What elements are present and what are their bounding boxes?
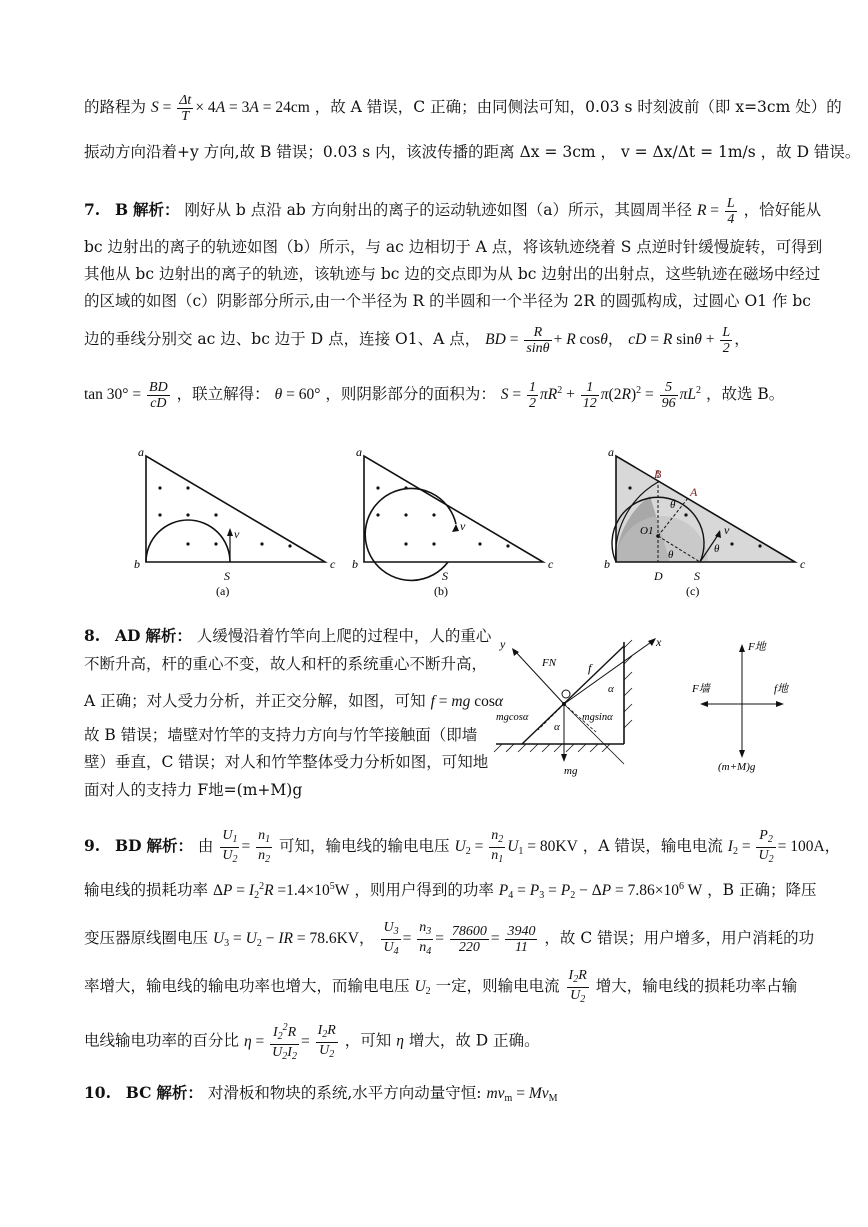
q8-force-diagram — [492, 628, 672, 778]
q9-ratio-formula: $\frac{U_1}{U_2}$ = $\frac{n_1}{n_2}$ — [222, 828, 271, 865]
fig-c-label-D: D — [654, 569, 663, 583]
q8-label: 解析： — [145, 626, 192, 645]
fig-b-caption: (b) — [434, 584, 448, 598]
q9-text: 增大，故 D 正确。 — [408, 1031, 540, 1050]
q8-sys-left: F墙 — [692, 683, 710, 695]
q7-bd-formula: BD = $\frac{R}{\sin\theta}$ + R cosθ — [485, 325, 608, 356]
fig-a-label-v: v — [234, 527, 240, 541]
q8-fig-mgsin: mgsinα — [582, 712, 613, 723]
q7-line-5: 边的垂线分别交 ac 边、bc 边于 D 点，连接 O1、A 点， BD = $\frac{R}{\sin\theta}$ + R cosθ， cD = R sinθ + $\frac{L}{2}$ ， — [84, 325, 750, 356]
fig-b-label-c: c — [548, 557, 554, 571]
q9-text: 增大，输电线的损耗功率占输 — [595, 977, 798, 996]
q7-line-1 — [84, 196, 821, 227]
q6-text: 的路程为 — [84, 98, 147, 117]
q8-line-2: 不断升高，杆的重心不变，故人和杆的系统重心不断升高， — [84, 655, 488, 673]
q8-text: A 正确；对人受力分析，并正交分解，如图，可知 — [84, 692, 426, 710]
q8-fig-y: y — [500, 637, 506, 651]
q9-p4-formula: $P_4 = P_3 = P_2 - \Delta P = 7.86\times 10^6$ W — [498, 881, 703, 901]
q7-answer: B — [114, 200, 129, 220]
q9-text: 变压器原线圈电压 — [84, 929, 209, 948]
q9-line-5 — [84, 1020, 540, 1064]
q10-line-1 — [84, 1082, 558, 1110]
q9-i2-formula: $I_2$ = $\frac{P_2}{U_2}$ = 100A — [727, 828, 825, 865]
figure-a — [134, 445, 336, 598]
fig-c-label-O1: O1 — [640, 525, 654, 537]
fig-c-label-v: v — [724, 523, 730, 537]
q8-sys-top: F地 — [748, 641, 766, 653]
q9-line-1: 9. BD 解析： 由 $\frac{U_1}{U_2}$ = $\frac{n_1}{n_2}$ 可知，输电线的输电电压 $U_2$ = $\frac{n_2}{n_1}$ $U_1 = 80KV$ ，A 错误，输电电流 $I_2$ = $\frac{P_2}{U_2}$ = 100A， — [84, 828, 841, 865]
figure-b — [352, 445, 554, 598]
q9-line-4 — [84, 968, 797, 1007]
q8-fig-alpha-1: α — [608, 683, 614, 695]
q7-text: 刚好从 b 点沿 ab 方向射出的离子的运动轨迹如图（a）所示，其圆周半径 — [184, 201, 693, 220]
q9-text: 率增大，输电线的输电功率也增大，而输电电压 — [84, 977, 410, 996]
q8-fig-mgcos: mgcosα — [496, 712, 529, 723]
q8-fig-mg: mg — [564, 765, 578, 777]
q7-figures — [120, 440, 820, 605]
fig-a-caption: (a) — [216, 584, 230, 598]
q8-sys-bottom: (m+M)g — [718, 761, 756, 773]
q9-text: ，B 正确；降压 — [707, 881, 817, 899]
q9-text: 可知，输电线的输电电压 — [279, 837, 450, 856]
fig-b-label-b: b — [352, 557, 358, 571]
q9-text: 由 — [197, 837, 214, 856]
q9-label: 解析： — [146, 836, 193, 856]
q9-text: 输电线的损耗功率 — [84, 881, 209, 899]
q9-eta-formula: η = $\frac{I_2^2R}{U_2I_2}$ = $\frac{I_2R}{U_2}$ — [243, 1022, 336, 1062]
fig-b-label-a: a — [356, 445, 362, 459]
q9-text: ，故 C 错误；用户增多，用户消耗的功 — [544, 929, 815, 948]
q8-line-6: 面对人的支持力 F地=(m+M)g — [84, 781, 303, 799]
fig-c-theta-1: θ — [670, 499, 676, 511]
fig-c-label-a: a — [608, 445, 614, 459]
q10-label: 解析： — [156, 1083, 203, 1102]
q9-eta-symbol: η — [396, 1032, 404, 1050]
q8-number: 8. — [84, 626, 101, 645]
q7-text: ，故选 B。 — [705, 385, 785, 404]
q7-tan-formula: tan 30° = $\frac{BD}{cD}$ — [84, 380, 168, 411]
q9-answer: BD — [114, 836, 142, 856]
q7-text: ，恰好能从 — [743, 201, 822, 220]
q9-current-frac: $\frac{I_2R}{U_2}$ — [568, 968, 587, 1005]
q9-turns-formula: $\frac{U_3}{U_4}$ = $\frac{n_3}{n_4}$ = $\frac{78600}{220}$ = $\frac{3940}{11}$ — [383, 920, 536, 957]
fig-a-label-b: b — [134, 557, 140, 571]
q9-loss-formula: $\Delta P = I_2^2R =1.4\times 10^5W$ — [212, 881, 350, 901]
q7-area-formula: S = $\frac{1}{2}$ $\pi R^2$ + $\frac{1}{12}$ $\pi(2R)^2$ = $\frac{5}{96}$ $\pi L^2$ — [500, 380, 701, 411]
fig-c-caption: (c) — [686, 584, 700, 598]
q9-line-3: 变压器原线圈电压 $U_3 = U_2$ − IR = 78.6KV， $\frac{U_3}{U_4}$ = $\frac{n_3}{n_4}$ = $\frac{78600}{220}$ = $\frac{3940}{11}$ ，故 C 错误；用户增多，用户消耗的功 — [84, 920, 815, 957]
fig-c-label-B: B — [654, 467, 662, 481]
q10-number: 10. — [84, 1083, 111, 1102]
q9-text: ，可知 — [344, 1031, 392, 1050]
q7-line-6 — [84, 380, 784, 411]
q9-u3-formula: $U_3 = U_2$ − IR = 78.6KV — [212, 930, 360, 950]
q7-radius-formula: R = $\frac{L}{4}$ — [696, 196, 735, 227]
q8-sys-right: f地 — [774, 683, 789, 695]
q6-path-formula: S = $\frac{\Delta t}{T}$ × 4A = 3A = 24cm — [150, 93, 310, 124]
fig-b-label-s: S — [442, 569, 448, 583]
fig-c-label-A: A — [690, 485, 698, 499]
q7-label: 解析： — [133, 200, 180, 220]
q10-answer: BC — [125, 1083, 152, 1102]
q9-text: ，A 错误，输电电流 — [582, 837, 723, 856]
q10-momentum-formula: $mv_m = Mv_M$ — [486, 1085, 558, 1104]
q8-line-4: 故 B 错误；墙壁对竹竿的支持力方向与竹竿接触面（即墙 — [84, 726, 478, 744]
q8-fig-f: f — [588, 661, 592, 675]
fig-a-label-a: a — [138, 445, 144, 459]
q7-line-4: 的区域的如图（c）阴影部分所示,由一个半径为 R 的半圆和一个半径为 2R 的圆弧构成，过圆心 O1 作 bc — [84, 292, 811, 310]
q9-line-2 — [84, 876, 817, 907]
q7-line-3: 其他从 bc 边射出的离子的轨迹，该轨迹与 bc 边的交点即为从 bc 边射出的出射点，这些轨迹在磁场中经过 — [84, 265, 821, 283]
q9-number: 9. — [84, 836, 101, 856]
fig-c-theta-3: θ — [714, 543, 720, 555]
q8-system-diagram — [690, 634, 800, 774]
q9-u2-formula: $U_2$ = $\frac{n_2}{n_1}$ $U_1 = 80KV$ — [454, 828, 578, 865]
q7-theta: θ = 60° — [274, 386, 321, 404]
fig-b-label-v: v — [460, 519, 466, 533]
q9-text: ，则用户得到的功率 — [354, 881, 494, 899]
q7-number: 7. — [84, 200, 101, 220]
q8-fig-fn: FN — [542, 657, 557, 669]
q8-line-1 — [84, 625, 491, 647]
fig-c-label-s: S — [694, 569, 700, 583]
q10-text: 对滑板和物块的系统,水平方向动量守恒: — [207, 1084, 482, 1102]
q8-line-5: 壁）垂直，C 错误；对人和竹竿整体受力分析如图，可知地 — [84, 753, 489, 771]
q9-text: 一定，则输电电流 — [435, 977, 560, 996]
fig-a-label-c: c — [330, 557, 336, 571]
fig-c-label-c: c — [800, 557, 806, 571]
q6-line-2: 振动方向沿着+y 方向,故 B 错误；0.03 s 内，该波传播的距离 Δx = 3cm ， v = Δx/Δt = 1m/s ，故 D 错误。 — [84, 143, 861, 161]
q8-fig-x: x — [656, 635, 662, 649]
q8-answer: AD — [114, 626, 141, 645]
figure-c — [604, 445, 806, 598]
q6-text: ，故 A 错误，C 正确；由同侧法可知，0.03 s 时刻波前（即 x=3cm 处）的 — [314, 98, 842, 117]
fig-c-theta-2: θ — [668, 549, 674, 561]
q7-text: ，则阴影部分的面积为： — [325, 385, 496, 404]
q8-friction-formula: f = mg cosα — [430, 693, 504, 710]
q9-text: 电线输电功率的百分比 — [84, 1031, 240, 1050]
q7-text: 边的垂线分别交 ac 边、bc 边于 D 点，连接 O1、A 点， — [84, 330, 481, 349]
fig-a-label-s: S — [224, 569, 230, 583]
q9-u2-symbol: $U_2$ — [414, 978, 431, 998]
q6-line-1 — [84, 93, 842, 124]
q7-cd-formula: cD = R sinθ + $\frac{L}{2}$ — [628, 325, 731, 356]
q8-fig-alpha-2: α — [554, 721, 560, 733]
q8-text: 人缓慢沿着竹竿向上爬的过程中，人的重心 — [196, 627, 492, 645]
q7-text: ，联立解得： — [176, 385, 270, 404]
q7-line-2: bc 边射出的离子的轨迹如图（b）所示，与 ac 边相切于 A 点，将该轨迹绕着 S 点逆时针缓慢旋转，可得到 — [84, 238, 823, 256]
q8-line-3 — [84, 690, 503, 713]
fig-c-label-b: b — [604, 557, 610, 571]
